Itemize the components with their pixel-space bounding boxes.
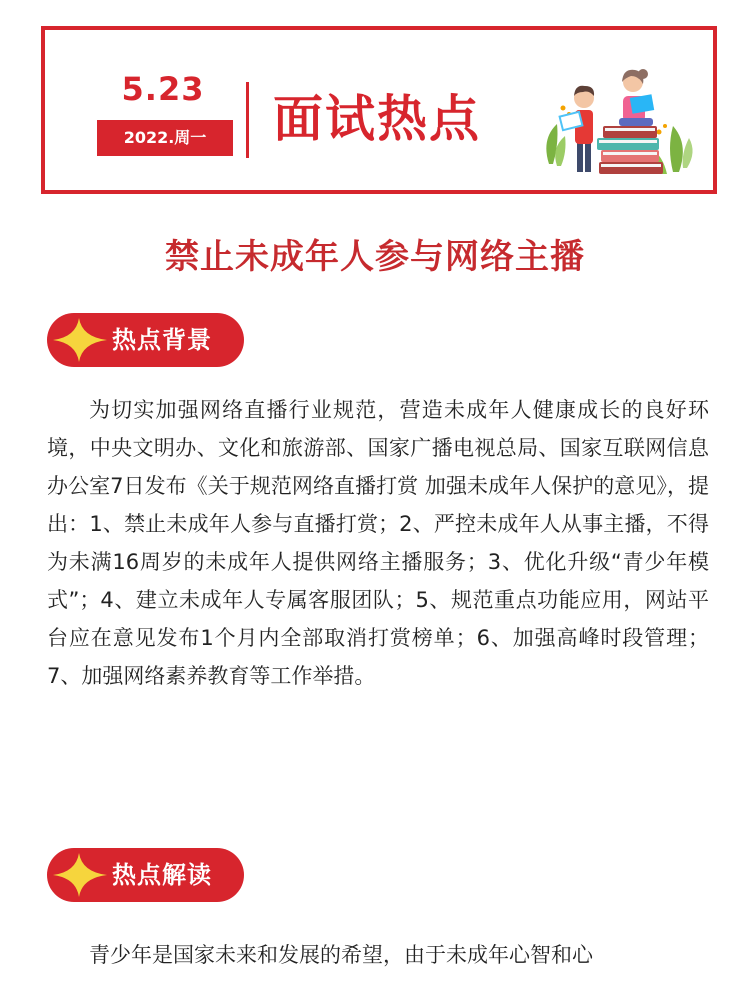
background-paragraph: 为切实加强网络直播行业规范，营造未成年人健康成长的良好环境，中央文明办、文化和旅游部、国家广播电视总局、国家互联网信息办公室7日发布《关于规范网络直播打赏 加强未成年人保护的意见》，提出：1、禁止未成年人参与直播打赏；2、严控未成年人从事主播，不得为未满16周岁的未成年人提供网络主播服务；3、优化升级“青少年模式”；4、建立未成年人专属客服团队；5、规范重点功能应用，网站平台应在意见发布1个月内全部取消打赏榜单；6、加强高峰时段管理；7、加强网络素养教育等工作举措。 xyxy=(47,398,709,688)
sparkle-star-icon xyxy=(49,314,111,366)
section-label-background: 热点背景 xyxy=(112,326,212,354)
sparkle-star-icon xyxy=(49,849,111,901)
section-header-interpretation xyxy=(47,848,244,902)
boy-figure xyxy=(560,86,594,172)
header-box xyxy=(41,26,717,194)
kids-reading-books-illustration xyxy=(539,44,699,180)
interpretation-paragraph: 青少年是国家未来和发展的希望，由于未成年心智和心 xyxy=(89,943,593,967)
section-label-interpretation: 热点解读 xyxy=(112,861,212,889)
date-badge: 2022.周一 xyxy=(97,120,233,156)
article-title: 禁止未成年人参与网络主播 xyxy=(165,237,585,277)
book-stack xyxy=(597,126,663,174)
girl-figure xyxy=(619,69,654,126)
header-title: 面试热点 xyxy=(273,90,481,148)
header-divider xyxy=(246,82,249,158)
date-number: 5.23 xyxy=(121,70,205,108)
section-header-background xyxy=(47,313,244,367)
